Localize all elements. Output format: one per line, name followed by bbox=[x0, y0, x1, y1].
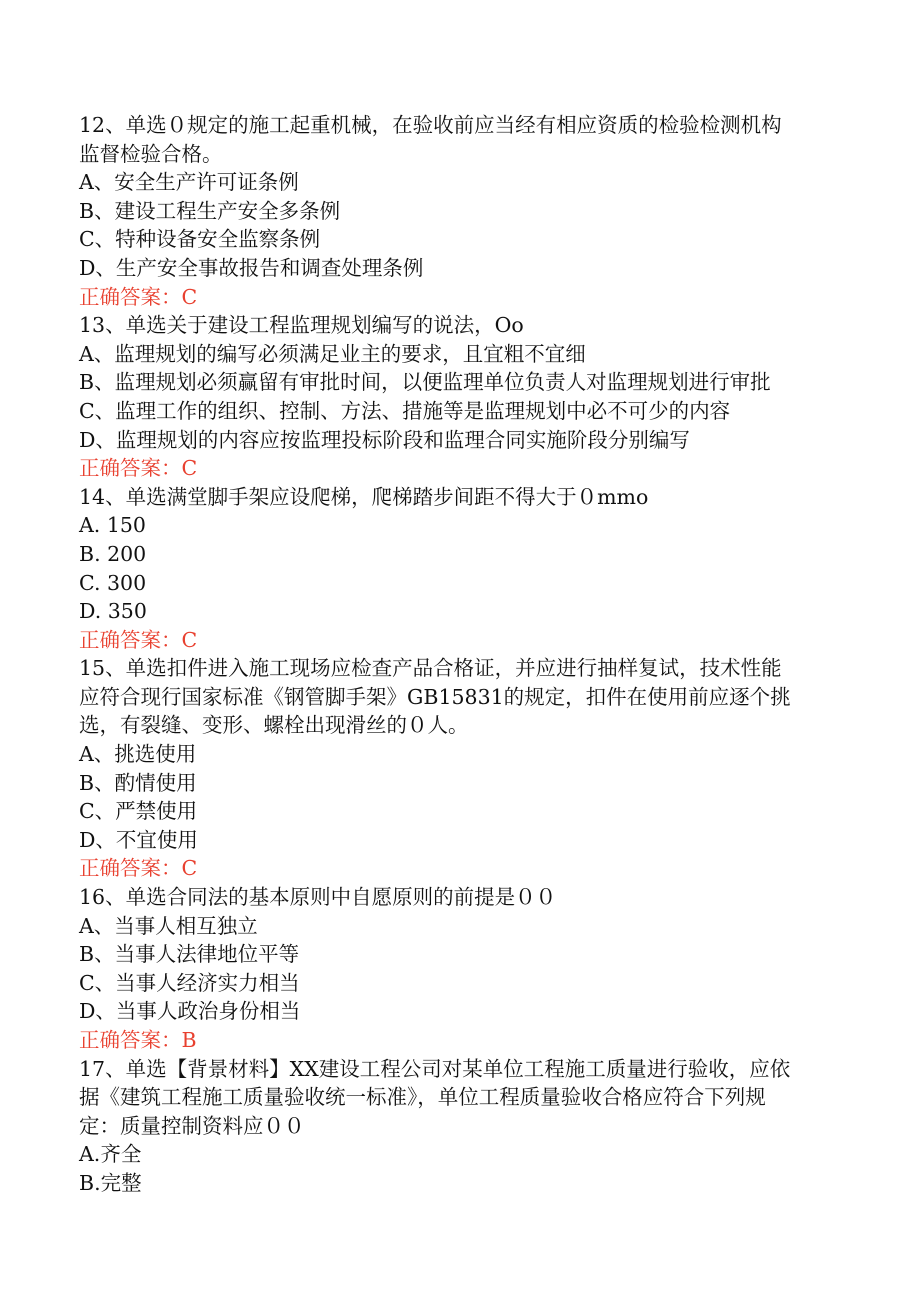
answer-label: 正确答案： bbox=[79, 456, 182, 481]
option-a: A、安全生产许可证条例 bbox=[79, 170, 299, 195]
question-stem: 15、单选扣件进入施工现场应检查产品合格证，并应进行抽样复试，技术性能 bbox=[79, 656, 782, 681]
option-d: D. 350 bbox=[79, 599, 147, 624]
answer-value: C bbox=[181, 284, 198, 309]
correct-answer bbox=[79, 854, 839, 883]
question-stem: 16、单选合同法的基本原则中自愿原则的前提是００ bbox=[79, 885, 557, 910]
document-page bbox=[79, 111, 839, 1198]
option-c: C. 300 bbox=[79, 570, 147, 595]
question-17 bbox=[79, 1055, 839, 1198]
option-b: B、建设工程生产安全多条例 bbox=[79, 198, 341, 223]
option-b: B、酌情使用 bbox=[79, 770, 197, 795]
question-15 bbox=[79, 654, 839, 883]
option-d: D、生产安全事故报告和调查处理条例 bbox=[79, 255, 424, 280]
question-stem: 13、单选关于建设工程监理规划编写的说法，Oo bbox=[79, 313, 524, 338]
answer-value: C bbox=[181, 627, 198, 652]
question-stem: 选，有裂缝、变形、螺栓出现滑丝的０人。 bbox=[79, 713, 469, 738]
option-b: B.完整 bbox=[79, 1170, 142, 1195]
option-a: A、监理规划的编写必须满足业主的要求，且宜粗不宜细 bbox=[79, 341, 586, 366]
question-stem: 12、单选０规定的施工起重机械，在验收前应当经有相应资质的检验检测机构 bbox=[79, 113, 782, 137]
correct-answer bbox=[79, 454, 839, 483]
question-12 bbox=[79, 111, 839, 311]
question-stem: 17、单选【背景材料】XX建设工程公司对某单位工程施工质量进行验收，应依 bbox=[79, 1056, 791, 1081]
answer-label: 正确答案： bbox=[79, 627, 182, 652]
option-d: D、监理规划的内容应按监理投标阶段和监理合同实施阶段分别编写 bbox=[79, 427, 690, 452]
question-13 bbox=[79, 311, 839, 483]
question-stem: 14、单选满堂脚手架应设爬梯，爬梯踏步间距不得大于０mmo bbox=[79, 484, 649, 509]
option-b: B、当事人法律地位平等 bbox=[79, 942, 300, 967]
option-c: C、特种设备安全监察条例 bbox=[79, 227, 321, 252]
answer-value: C bbox=[181, 456, 198, 481]
option-b: B. 200 bbox=[79, 541, 147, 566]
answer-value: B bbox=[181, 1028, 197, 1052]
correct-answer bbox=[79, 1026, 839, 1055]
option-d: D、不宜使用 bbox=[79, 827, 198, 852]
question-stem: 监督检验合格。 bbox=[79, 141, 223, 166]
option-b: B、监理规划必须赢留有审批时间，以便监理单位负责人对监理规划进行审批 bbox=[79, 370, 771, 395]
option-a: A、挑选使用 bbox=[79, 742, 197, 767]
correct-answer bbox=[79, 283, 839, 312]
correct-answer bbox=[79, 626, 839, 655]
question-stem: 应符合现行国家标准《钢管脚手架》GB15831的规定，扣件在使用前应逐个挑 bbox=[79, 684, 791, 709]
option-a: A. 150 bbox=[79, 513, 146, 538]
question-stem: 定：质量控制资料应００ bbox=[79, 1113, 305, 1138]
option-d: D、当事人政治身份相当 bbox=[79, 999, 301, 1024]
option-c: C、监理工作的组织、控制、方法、措施等是监理规划中必不可少的内容 bbox=[79, 398, 731, 423]
option-a: A.齐全 bbox=[79, 1142, 142, 1167]
option-c: C、严禁使用 bbox=[79, 799, 198, 824]
question-16 bbox=[79, 883, 839, 1055]
answer-label: 正确答案： bbox=[79, 1028, 182, 1052]
question-14 bbox=[79, 483, 839, 655]
question-stem: 据《建筑工程施工质量验收统一标准》，单位工程质量验收合格应符合下列规 bbox=[79, 1085, 766, 1110]
option-c: C、当事人经济实力相当 bbox=[79, 970, 300, 995]
answer-value: C bbox=[181, 856, 198, 881]
answer-label: 正确答案： bbox=[79, 284, 182, 309]
answer-label: 正确答案： bbox=[79, 856, 182, 881]
option-a: A、当事人相互独立 bbox=[79, 913, 258, 938]
